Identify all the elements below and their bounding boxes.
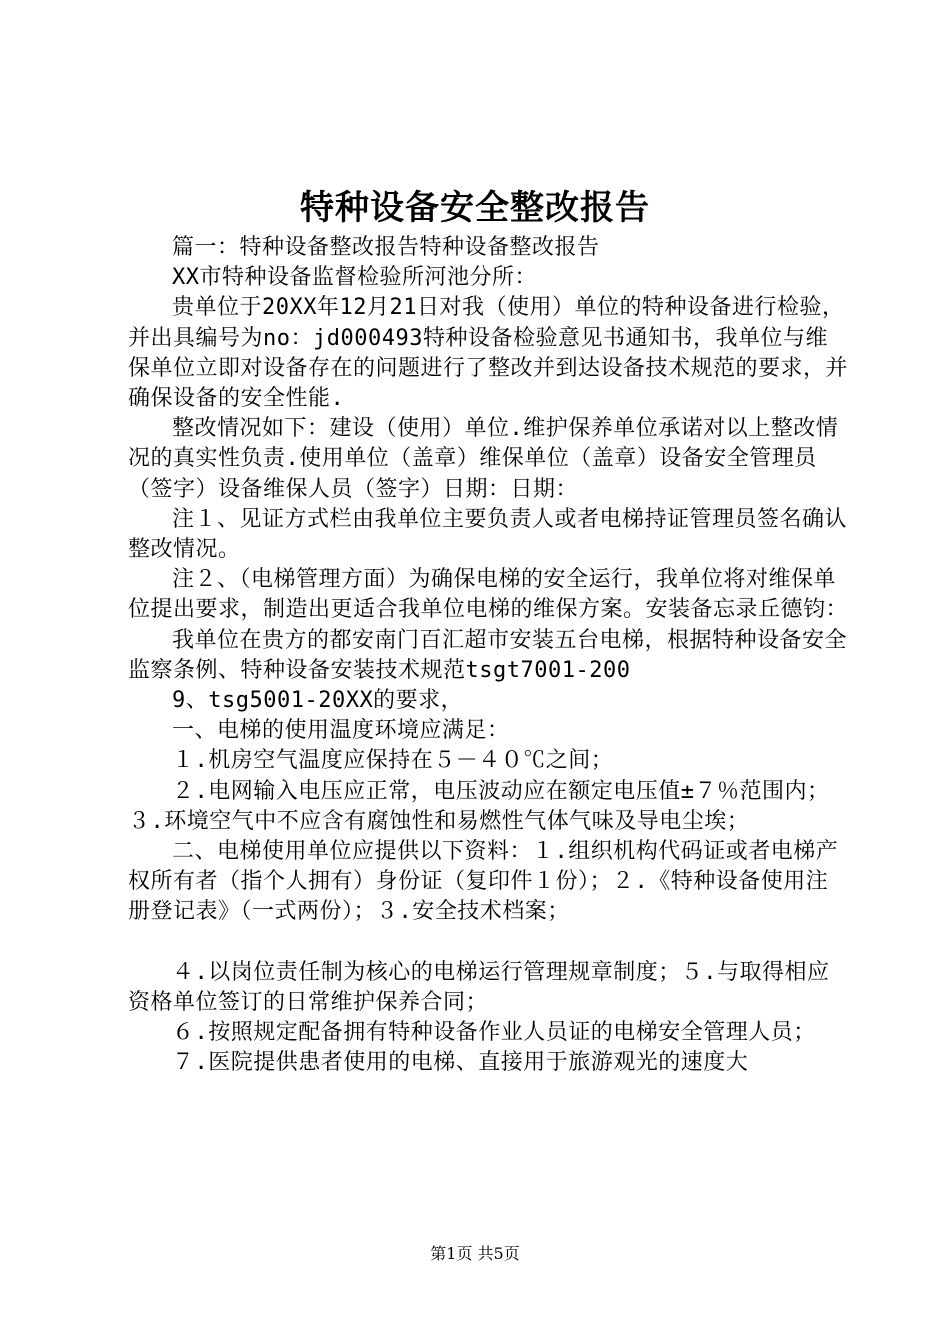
paragraph-note-1: 注１、见证方式栏由我单位主要负责人或者电梯持证管理员签名确认整改情况。 bbox=[128, 506, 848, 563]
paragraph-item-4-5: ４.以岗位责任制为核心的电梯运行管理规章制度；５.与取得相应资格单位签订的日常维护保养合同； bbox=[128, 959, 830, 1015]
paragraph-addressee: XX市特种设备监督检验所河池分所： bbox=[172, 265, 537, 291]
paragraph-section-1: 一、电梯的使用温度环境应满足： bbox=[172, 718, 510, 744]
paragraph-inspection: 贵单位于20XX年12月21日对我（使用）单位的特种设备进行检验，并出具编号为no：jd000493特种设备检验意见书通知书，我单位与维保单位立即对设备存在的问题进行了整改并到达设备技术规范的要求，并确保设备的安全性能. bbox=[128, 295, 849, 412]
document-body bbox=[128, 233, 848, 1078]
page-footer: 第1页 共5页 bbox=[430, 1244, 520, 1263]
paragraph-section-2: 二、电梯使用单位应提供以下资料：１.组织机构代码证或者电梯产权所有者（指个人拥有）身份证（复印件１份）；２.《特种设备使用注册登记表》（一式两份）；３.安全技术档案； bbox=[128, 839, 839, 925]
paragraph-item-6: ６.按照规定配备拥有特种设备作业人员证的电梯安全管理人员； bbox=[172, 1020, 816, 1046]
paragraph-installation-cont: 9、tsg5001-20XX的要求， bbox=[172, 688, 464, 714]
paragraph-intro: 篇一：特种设备整改报告特种设备整改报告 bbox=[172, 235, 600, 260]
paragraph-item-2-3: ２.电网输入电压应正常，电压波动应在额定电压值±７％范围内；３.环境空气中不应含有腐蚀性和易燃性气体气味及导电尘埃； bbox=[128, 778, 830, 834]
paragraph-installation: 我单位在贵方的都安南门百汇超市安装五台电梯，根据特种设备安全监察条例、特种设备安装技术规范tsgt7001-200 bbox=[128, 627, 848, 683]
paragraph-note-2: 注２、（电梯管理方面）为确保电梯的安全运行，我单位将对维保单位提出要求，制造出更适合我单位电梯的维保方案。安装备忘录丘德钧： bbox=[128, 567, 849, 623]
paragraph-rectification: 整改情况如下：建设（使用）单位.维护保养单位承诺对以上整改情况的真实性负责.使用单位（盖章）维保单位（盖章）设备安全管理员（签字）设备维保人员（签字）日期：日期： bbox=[128, 416, 839, 502]
paragraph-item-1: １.机房空气温度应保持在５－４０℃之间； bbox=[172, 748, 614, 774]
blank-line bbox=[128, 928, 848, 958]
document-title: 特种设备安全整改报告 bbox=[300, 188, 650, 228]
paragraph-item-7: ７.医院提供患者使用的电梯、直接用于旅游观光的速度大 bbox=[172, 1050, 749, 1076]
